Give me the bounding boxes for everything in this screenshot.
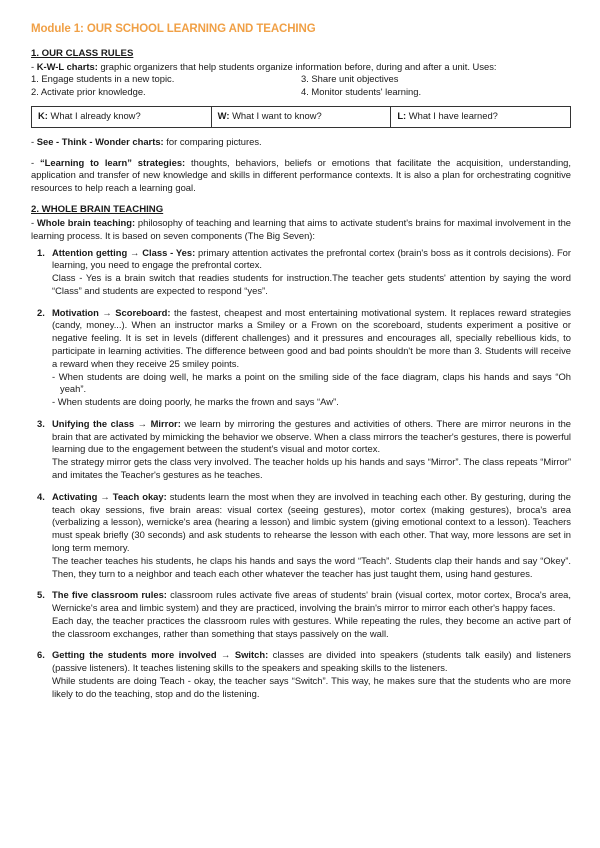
item-body (52, 649, 571, 675)
item-extra: While students are doing Teach - okay, the teacher says “Switch”. This way, he makes sure that the students who are more likely to do the teaching, stop and do the listening. (52, 674, 571, 699)
kwl-cell-l (391, 107, 571, 128)
wbt-text: philosophy of teaching and learning that aims to activate student's brains for maximal involvement in the learning process. It is based on seven components (The Big Seven): (31, 216, 571, 241)
stw-text: for comparing pictures. (163, 135, 262, 147)
ltl-definition: - “Learning to learn” strategies: thoughts, behaviors, beliefs or emotions that facilitate the acquisition, understanding, application and transfer of new knowledge and skills in different performance contexts. It is also a plan for orchestrating cognitive resources to help reach a learning goal. (31, 156, 572, 194)
kwl-table-row (32, 107, 571, 128)
kwl-cell-k-text: What I already know? (47, 110, 141, 122)
list-item (37, 490, 571, 580)
item-label: Attention getting → Class - Yes: (52, 246, 196, 258)
kwl-use-3: 3. Share unit objectives (301, 73, 399, 85)
item-text: we learn by mirroring the gestures and activities of others. There are mirror neurons in the brain that are activated by mimicking the behavior we observe. When a class mirrors the teacher's gestures, there is powerful learning due to the engagement between the student's visual and motor cortex. (52, 417, 572, 455)
item-label: Getting the students more involved → Switch: (52, 649, 269, 661)
item-number: 1. (37, 246, 45, 258)
stw-definition: - See - Think - Wonder charts: for comparing pictures. (31, 135, 262, 147)
list-item (37, 649, 571, 700)
item-extra: The strategy mirror gets the class very involved. The teacher holds up his hands and says “Mirror”. The class repeats “Mirror” and imitates the Teacher's gestures as he teaches. (52, 456, 571, 481)
item-text: classes are divided into speakers (students talk easily) and listeners (passive listeners). It teaches listening skills to the speakers and speaking skills to the listeners. (52, 649, 571, 674)
module-title: Module 1: OUR SCHOOL LEARNING AND TEACHING (31, 23, 316, 35)
item-number: 3. (37, 417, 45, 429)
item-body (52, 307, 571, 371)
item-dash-2: - When students are doing poorly, he marks the frown and says “Aw”. (52, 396, 339, 408)
kwl-cell-l-text: What I have learned? (406, 110, 498, 122)
item-text: classroom rules activate five areas of students' brain (visual cortex, motor cortex, Broca's area, Wernicke's area and limbic system) and they are practiced, involving the brain's mirror to mirror each other's happy faces. (52, 589, 571, 614)
kwl-cell-k-label: K: (38, 110, 48, 122)
wbt-label: Whole brain teaching: (36, 216, 136, 228)
big-seven-list (37, 246, 572, 701)
item-number: 6. (37, 649, 45, 661)
item-extra: Class - Yes is a brain switch that readies students for instruction.The teacher gets students' attention by saying the word “Class” and students are expected to respond “yes”. (52, 272, 571, 296)
section-2-title: 2. WHOLE BRAIN TEACHING (31, 203, 164, 215)
section-1-title: 1. OUR CLASS RULES (31, 47, 134, 59)
item-extra: Each day, the teacher practices the classroom rules with gestures. While repeating the rules, they become an active part of the classroom exchanges, rather than something that stays passively on the wall. (52, 614, 571, 639)
item-extra: The teacher teaches his students, he claps his hands and says the word “Teach”. Students clap their hands and say “Okey”. Then, they turn to a neighbor and teach each other whatever the teacher has just taught them, using hand gestures. (52, 554, 571, 579)
kwl-cell-l-label: L: (397, 110, 407, 122)
ltl-label: “Learning to learn” strategies: (39, 156, 186, 168)
item-body (52, 589, 571, 615)
wbt-definition: - Whole brain teaching: philosophy of teaching and learning that aims to activate student's brains for maximal involvement in the learning process. It is based on seven components (The Big Seven): (31, 216, 571, 241)
kwl-label: K-W-L charts: (36, 60, 98, 72)
list-item (37, 246, 572, 298)
kwl-cell-w-text: What I want to know? (229, 110, 322, 122)
item-label: Motivation → Scoreboard: (52, 306, 171, 318)
item-number: 2. (37, 306, 45, 318)
list-item (37, 589, 571, 640)
item-label: Unifying the class → Mirror: (52, 417, 181, 429)
item-text: students learn the most when they are involved in teaching each other. By gesturing, during the teach okay sessions, five brain areas: visual cortex (seeing gestures), motor cortex (making gestures), broca's area (verbalizing a lesson), wernicke's area (hearing a lesson) and limbic system (giving emotional context to a lesson). Teachers must speak briefly (30 seconds) and ask students to rehearse the lesson with each other. That way, more lessons are set in long term memory. (52, 490, 571, 553)
kwl-uses-left (31, 73, 301, 99)
list-item (37, 306, 571, 409)
ltl-text: thoughts, behaviors, beliefs or emotions that facilitate the acquisition, understanding, application and transfer of new knowledge and skills in different performance contexts. It is also a plan for orchestrating cognitive resources to help reach a learning goal. (31, 156, 572, 194)
item-dash-1: - When students are doing well, he marks a point on the smiling side of the face diagram, claps his hands and says “Oh yeah”. (52, 370, 571, 395)
kwl-uses-right (301, 73, 571, 99)
item-number: 5. (37, 589, 45, 601)
list-item (37, 417, 572, 482)
document-page (31, 22, 571, 710)
item-text: the fastest, cheapest and most entertaining motivational system. It replaces reward strategies (candy, money...). When an instructor marks a Smiley or a Frown on the scoreboard, students experiment a positive or negative feeling. It is set in levels (different challenges) and it pressures and encourages all, specially rebellious kids, to participate in learning activities. The difference between good and bad points shouldn't be more than 3. Students will receive a reward when they receive 25 smiley points. (52, 306, 571, 369)
item-text: primary attention activates the prefrontal cortex (brain's boss as it controls decisions). For learning, you need to engage the prefrontal cortex. (52, 246, 572, 271)
kwl-use-4: 4. Monitor students' learning. (301, 86, 422, 98)
item-number: 4. (37, 490, 45, 502)
kwl-use-1: 1. Engage students in a new topic. (31, 73, 175, 85)
item-body (52, 491, 571, 555)
kwl-cell-w (211, 107, 391, 128)
kwl-cell-k (32, 107, 212, 128)
item-body (52, 418, 571, 456)
kwl-use-2: 2. Activate prior knowledge. (31, 86, 146, 98)
item-label: Activating → Teach okay: (52, 490, 167, 502)
kwl-text: graphic organizers that help students organize information before, during and after a unit. Uses: (97, 60, 497, 72)
kwl-cell-w-label: W: (217, 110, 230, 122)
kwl-uses (31, 73, 571, 99)
kwl-definition: - K-W-L charts: graphic organizers that help students organize information before, during and after a unit. Uses: (31, 60, 497, 72)
item-label: The five classroom rules: (52, 589, 167, 601)
item-body (52, 247, 571, 273)
stw-label: See - Think - Wonder charts: (36, 135, 164, 147)
kwl-table (31, 106, 571, 128)
